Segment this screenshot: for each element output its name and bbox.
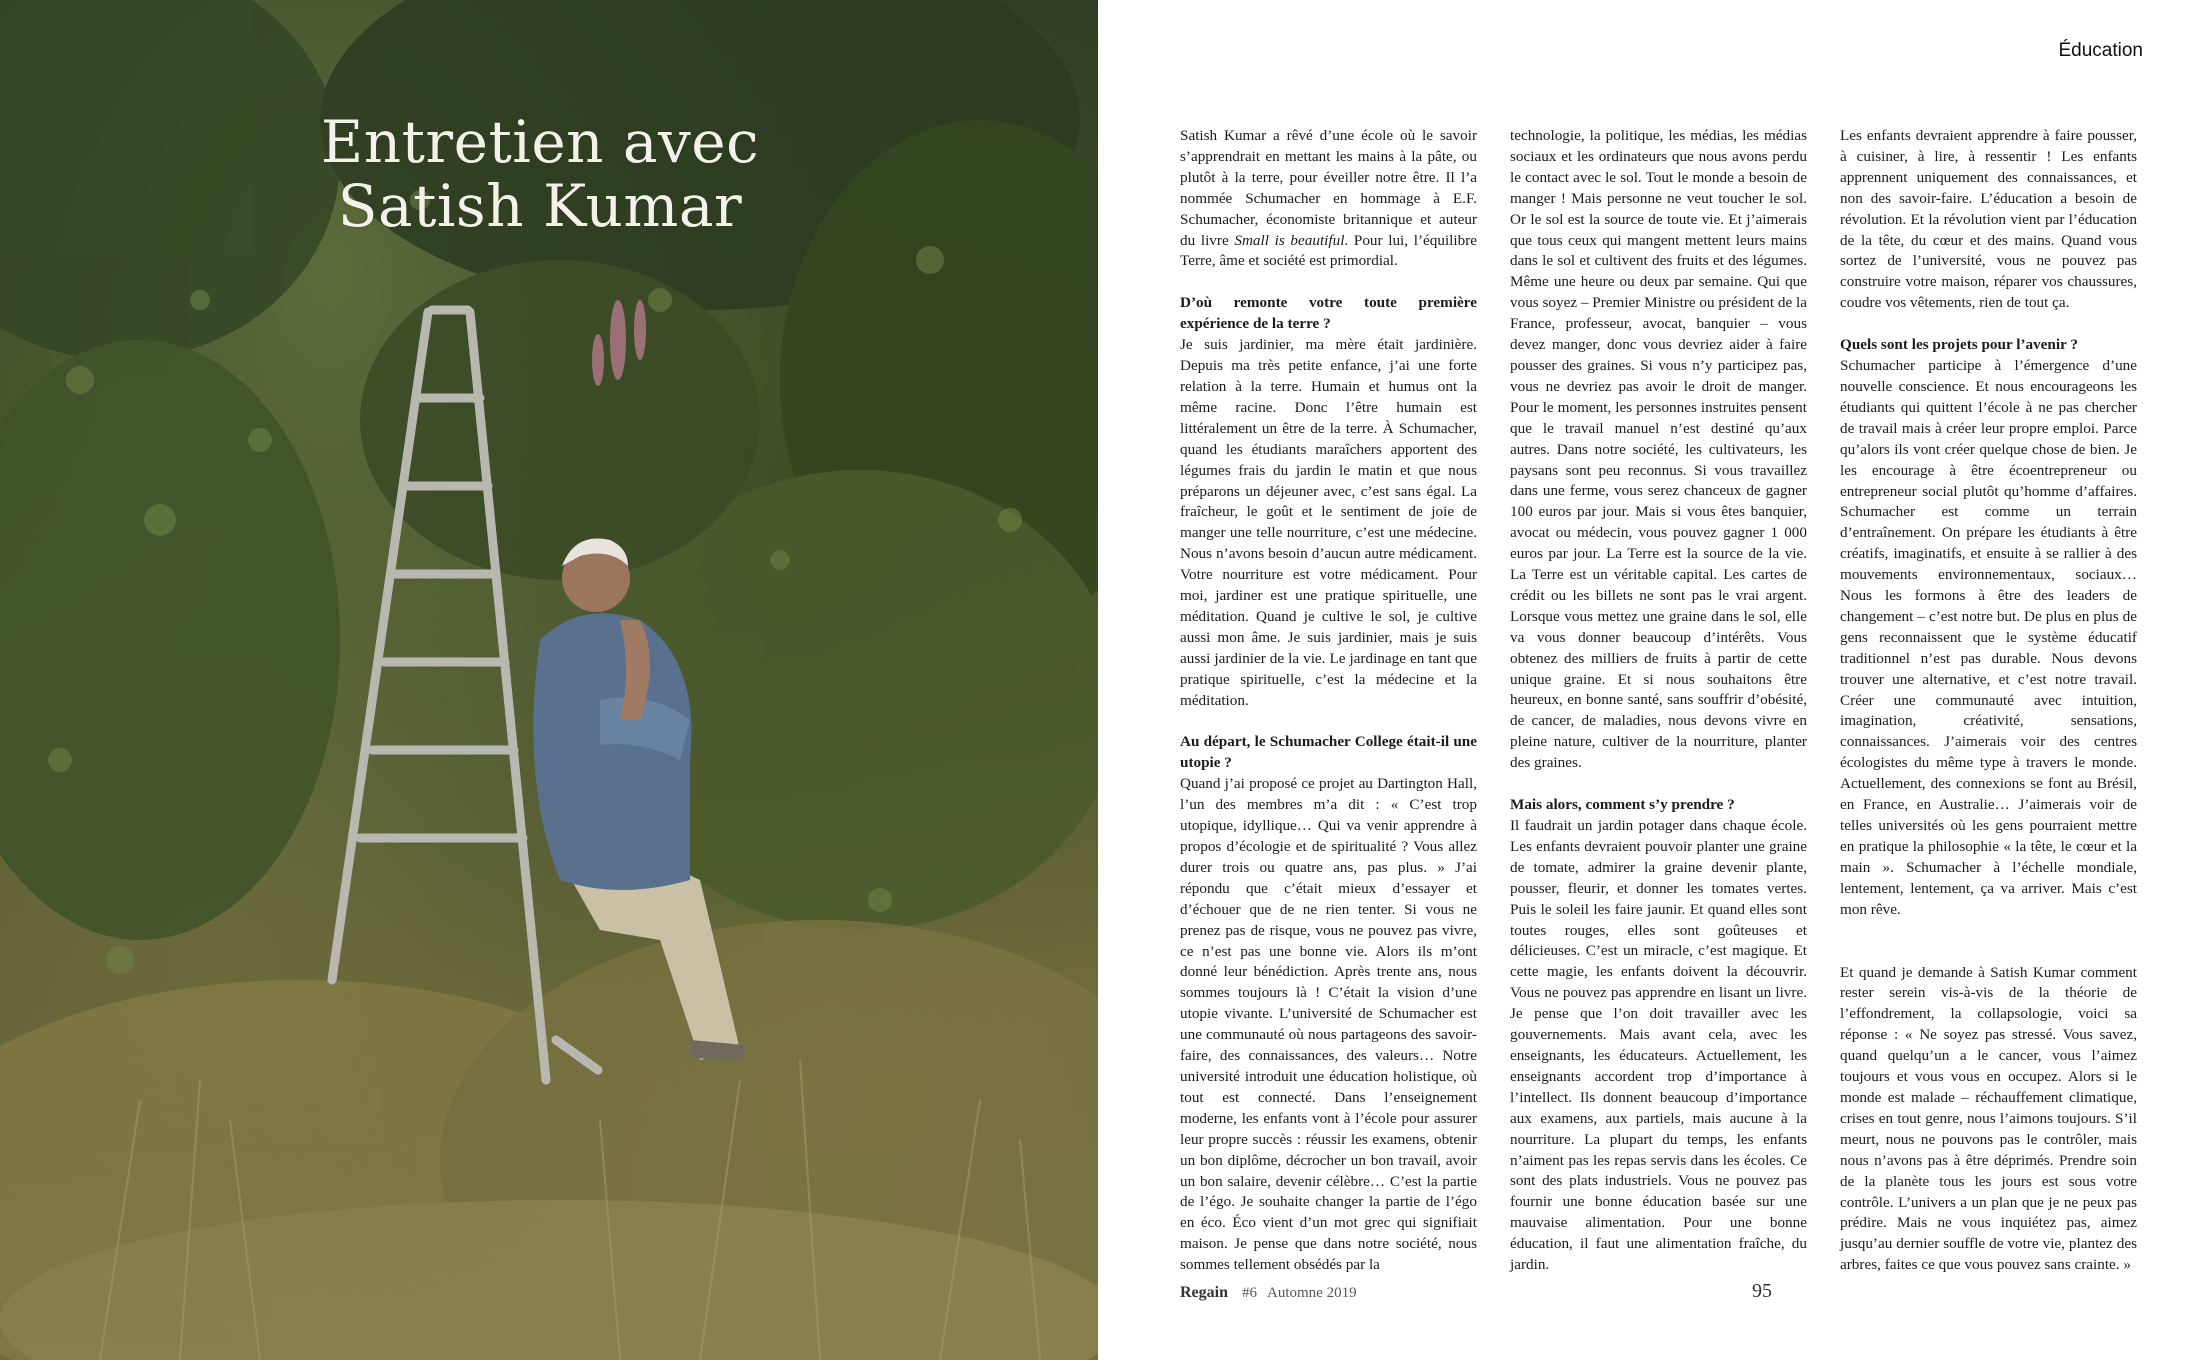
text-column-1 <box>1180 126 1477 1276</box>
question-1: D’où remonte votre toute première expérience de la terre ? <box>1180 294 1477 333</box>
answer-2: Quand j’ai proposé ce projet au Dartington Hall, l’un des membres m’a dit : « C’est trop utopique, idyllique… Qui va venir apprendre à propos d’écologie et de spiritualité ? Vous allez durer trois ou quatre ans, pas plus. » J’ai répondu que c’était mieux d’essayer et d’échouer que de ne rien tenter. Si vous ne prenez pas de risque, vous ne pouvez pas vivre, ce n’est pas une bonne vie. Alors ils m’ont donné leur bénédiction. Après trente ans, nous sommes toujours là ! C’était la vision d’une utopie vivante. L’université de Schumacher est une communauté où nous partageons des savoir-faire, des connaissances, des valeurs… Notre université introduit une éducation holistique, où tout est connecté. Dans l’enseignement moderne, les enfants vont à l’école pour assurer leur propre succès : réussir les examens, obtenir un bon diplôme, décrocher un bon travail, avoir un bon salaire, devenir célèbre… C’est la partie de l’égo. Je souhaite changer la partie de l’égo en éco. Éco vient d’un mot grec qui signifiait maison. Je pense que dans notre société, nous sommes tellement obsédés par la <box>1180 775 1477 1274</box>
title-line-2: Satish Kumar <box>337 172 743 240</box>
answer-3: Il faudrait un jardin potager dans chaque école. Les enfants devraient pouvoir planter une graine de tomate, admirer la graine devenir plante, pousser, fleurir, et donner les tomates vertes. Puis le soleil les faire jaunir. Et quand elles sont toutes rouges, elles sont goûteuses et délicieuses. C’est un miracle, c’est magique. Et cette magie, les enfants doivent la découvrir. Vous ne pouvez pas apprendre en lisant un livre. Je pense que l’on doit travailler avec les gouvernements. Mais avant cela, avec les enseignants, les éducateurs. Actuellement, les enseignants accordent trop d’importance à l’intellect. Ils donnent beaucoup d’importance aux examens, aux partiels, mais aucune à la nourriture. La plupart du temps, les enfants n’aiment pas les repas servis dans les écoles. Ce sont des plats industriels. Vous ne pouvez pas fournir une bonne éducation basée sur une mauvaise alimentation. Pour une bonne éducation, il faut une alimentation fraîche, du jardin. <box>1510 817 1807 1274</box>
magazine-name: Regain <box>1180 1284 1228 1301</box>
intro-text-a: Satish Kumar a rêvé d’une école où le savoir s’apprendrait en mettant les mains à la pâte, ou plutôt à la terre, pour éveiller notre être. Il l’a nommée Schumacher en hommage à E.F. Schumacher, économiste britannique et auteur du livre <box>1180 127 1477 249</box>
article-page <box>1098 0 2188 1360</box>
intro-paragraph <box>1180 126 1477 272</box>
text-column-3 <box>1840 126 2137 1276</box>
question-3: Mais alors, comment s’y prendre ? <box>1510 796 1735 814</box>
answer-1: Je suis jardinier, ma mère était jardinière. Depuis ma très petite enfance, j’ai une forte relation à la terre. Humain et humus ont la même racine. Donc l’être humain est littéralement un être de la terre. À Schumacher, quand les étudiants maraîchers apportent des légumes frais du jardin le matin et que nous préparons un déjeuner avec, c’est sans égal. La fraîcheur, le goût et le sentiment de joie de manger une telle nourriture, c’est une médecine. Nous n’avons besoin d’aucun autre médicament. Votre nourriture est votre médicament. Pour moi, jardiner est une pratique spirituelle, une méditation. Quand je cultive le sol, je cultive aussi mon âme. Je suis jardinier, mais je suis aussi jardinier de la vie. Le jardinage en tant que pratique spirituelle, c’est la médecine et la méditation. <box>1180 336 1477 709</box>
book-title: Small is beautiful <box>1234 231 1345 249</box>
issue-season: Automne 2019 <box>1267 1285 1357 1301</box>
article-title <box>290 110 790 238</box>
title-line-1: Entretien avec <box>320 108 760 176</box>
question-4: Quels sont les projets pour l’avenir ? <box>1840 336 2078 354</box>
closing-paragraph: Et quand je demande à Satish Kumar comment rester serein vis-à-vis de la théorie de l’effondrement, la collapsologie, voici sa réponse : « Ne soyez pas stressé. Vous savez, quand quelqu’un a le cancer, vous l’aimez toujours et vous vous en occupez. Alors si le monde est malade – réchauffement climatique, crises en tout genre, nous l’aimons toujours. S’il meurt, nous ne pouvons pas le contrôler, mais nous n’avons pas à être déprimés. Prendre soin de la planète tous les jours est sous votre contrôle. L’univers a un plan que je ne peux pas prédire. Mais ne vous inquiétez pas, aimez jusqu’au dernier souffle de votre vie, plantez des arbres, faites ce que vous pouvez sans crainte. » <box>1840 963 2137 1274</box>
page-footer <box>1180 1280 2080 1308</box>
intro-text-b: . Pour lui, l’équilibre Terre, âme et société est primordial. <box>1180 231 1477 270</box>
answer-4: Schumacher participe à l’émergence d’une nouvelle conscience. Et nous encourageons les étudiants qui quittent l’école à ne pas chercher de travail mais à créer leur propre emploi. Parce qu’alors ils vont créer quelque chose de bien. Je les encourage à être écoentrepreneur ou entrepreneur social plutôt qu’homme d’affaires. Schumacher est comme un terrain d’entraînement. On prépare les étudiants à être créatifs, imaginatifs, et ensuite à se rallier à des mouvements environnementaux, sociaux… Nous les formons à être des leaders de changement – c’est notre but. De plus en plus de gens reconnaissent que le système éducatif traditionnel n’est pas durable. Nous devons trouver une alternative, et c’est notre travail. Créer une communauté avec intuition, imagination, créativité, sensations, connaissances. J’aimerais voir des centres écologistes du même type à travers le monde. Actuellement, des connexions se font au Brésil, en France, en Australie… J’aimerais voir de telles universités où les gens pourraient mettre en pratique la philosophie « la tête, le cœur et la main ». Schumacher à l’échelle mondiale, lentement, lentement, ça va arriver. Mais c’est mon rêve. <box>1840 357 2137 918</box>
answer-3-continued: Les enfants devraient apprendre à faire pousser, à cuisiner, à lire, à ressentir ! Les enfants apprennent uniquement des connaissances, et non des savoir-faire. L’éducation a besoin de révolution. Et la révolution vient par l’éducation de la tête, du cœur et des mains. Quand vous sortez de l’université, vous ne pouvez pas construire votre maison, réparer vos chaussures, coudre vos vêtements, rien de tout ça. <box>1840 127 2137 312</box>
section-label: Éducation <box>2058 40 2143 61</box>
issue-number: #6 <box>1242 1285 1257 1301</box>
text-column-2 <box>1510 126 1807 1276</box>
question-2: Au départ, le Schumacher College était-il une utopie ? <box>1180 733 1477 772</box>
page-number: 95 <box>1752 1280 1772 1302</box>
answer-2-continued: technologie, la politique, les médias, les médias sociaux et les ordinateurs que nous avons perdu le contact avec le sol. Tout le monde a besoin de manger ! Mais personne ne veut toucher le sol. Or le sol est la source de toute vie. Et j’aimerais que tous ceux qui mangent mettent leurs mains dans le sol et cultivent des fruits et des légumes. Même une heure ou deux par semaine. Qui que vous soyez – Premier Ministre ou président de la France, professeur, avocat, banquier – vous devez manger, donc vous devriez aider à faire pousser des graines. Si vous n’y participez pas, vous ne devriez pas avoir le droit de manger. Pour le moment, les personnes instruites pensent que le travail manuel n’est destiné qu’aux autres. Dans notre société, les cultivateurs, les paysans sont peu reconnus. Si vous travaillez dans une ferme, vous serez chanceux de gagner 100 euros par jour. Mais si vous êtes banquier, avocat ou médecin, vous pouvez gagner 1 000 euros par jour. La Terre est la source de la vie. La Terre est un véritable capital. Les cartes de crédit ou les billets ne sont pas le vrai argent. Lorsque vous mettez une graine dans le sol, elle va vous donner beaucoup d’intérêts. Vous obtenez des milliers de fruits à partir de cette unique graine. Et si nous souhaitons être heureux, en bonne santé, sans souffrir d’obésité, de cancer, de maladies, nous devons vivre en pleine nature, cultiver de la nourriture, planter des graines. <box>1510 127 1807 772</box>
